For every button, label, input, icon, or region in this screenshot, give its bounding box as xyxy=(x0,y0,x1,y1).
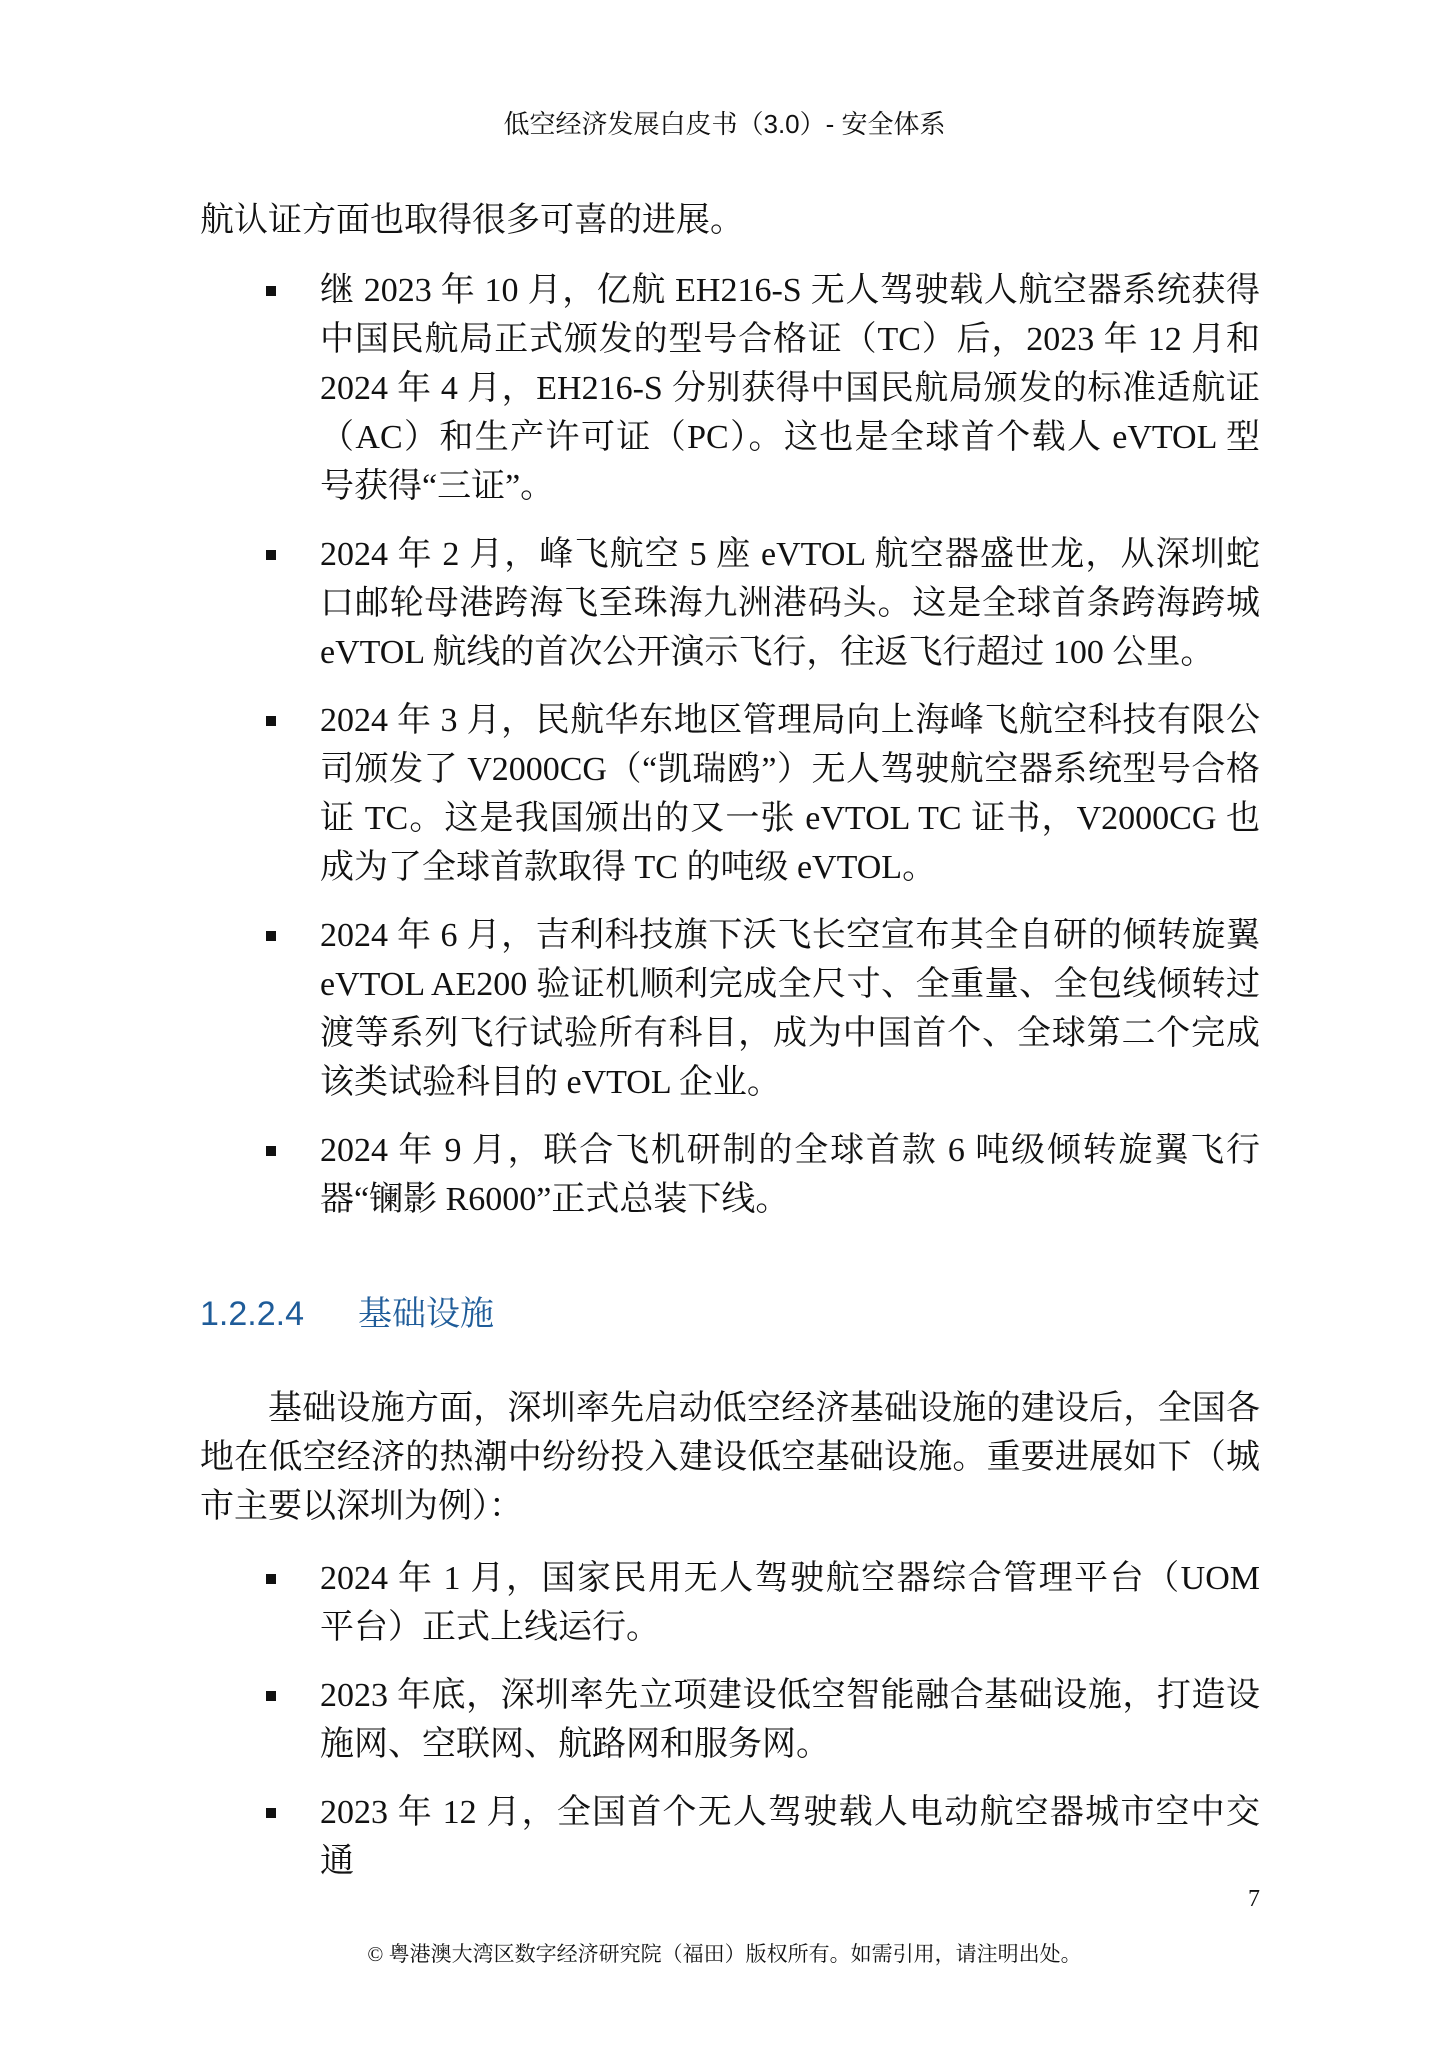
square-bullet-icon xyxy=(266,286,276,296)
list-item xyxy=(200,1788,1260,1886)
list-item-text: 2024 年 3 月，民航华东地区管理局向上海峰飞航空科技有限公司颁发了 V2000CG（“凯瑞鸥”）无人驾驶航空器系统型号合格证 TC。这是我国颁出的又一张 eVTOL TC 证书，V2000CG 也成为了全球首款取得 TC 的吨级 eVTOL。 xyxy=(320,702,1260,886)
list-item xyxy=(200,266,1260,511)
list-item xyxy=(200,530,1260,677)
square-bullet-icon xyxy=(266,931,276,941)
list-item xyxy=(200,1671,1260,1769)
list-item xyxy=(200,1554,1260,1652)
lead-line: 航认证方面也取得很多可喜的进展。 xyxy=(200,202,744,239)
list-item-text: 2024 年 9 月，联合飞机研制的全球首款 6 吨级倾转旋翼飞行器“镧影 R6000”正式总装下线。 xyxy=(320,1132,1260,1218)
copyright-footer: © 粤港澳大湾区数字经济研究院（福田）版权所有。如需引用，请注明出处。 xyxy=(367,1942,1082,1966)
list-item xyxy=(200,1126,1260,1224)
section-heading xyxy=(200,1286,494,1335)
square-bullet-icon xyxy=(266,1574,276,1584)
square-bullet-icon xyxy=(266,1146,276,1156)
running-header: 低空经济发展白皮书（3.0）- 安全体系 xyxy=(503,109,946,139)
page-number: 7 xyxy=(1248,1886,1260,1912)
section-number: 1.2.2.4 xyxy=(200,1295,304,1333)
list-item-text: 2024 年 6 月，吉利科技旗下沃飞长空宣布其全自研的倾转旋翼 eVTOL AE200 验证机顺利完成全尺寸、全重量、全包线倾转过渡等系列飞行试验所有科目，成为中国首个、全球第二个完成该类试验科目的 eVTOL 企业。 xyxy=(320,917,1260,1101)
section-title: 基础设施 xyxy=(358,1295,494,1333)
bullet-list-infrastructure xyxy=(200,1554,1260,1905)
body-paragraph: 基础设施方面，深圳率先启动低空经济基础设施的建设后，全国各地在低空经济的热潮中纷纷投入建设低空基础设施。重要进展如下（城市主要以深圳为例）： xyxy=(200,1390,1260,1525)
square-bullet-icon xyxy=(266,1808,276,1818)
list-item xyxy=(200,911,1260,1107)
list-item-text: 继 2023 年 10 月，亿航 EH216-S 无人驾驶载人航空器系统获得中国民航局正式颁发的型号合格证（TC）后，2023 年 12 月和 2024 年 4 月，EH216-S 分别获得中国民航局颁发的标准适航证（AC）和生产许可证（PC）。这也是全球首个载人 eVTOL 型号获得“三证”。 xyxy=(320,272,1260,505)
list-item xyxy=(200,696,1260,892)
list-item-text: 2024 年 2 月，峰飞航空 5 座 eVTOL 航空器盛世龙，从深圳蛇口邮轮母港跨海飞至珠海九洲港码头。这是全球首条跨海跨城 eVTOL 航线的首次公开演示飞行，往返飞行超过 100 公里。 xyxy=(320,536,1260,671)
square-bullet-icon xyxy=(266,1691,276,1701)
bullet-list-certifications xyxy=(200,266,1260,1243)
list-item-text: 2023 年底，深圳率先立项建设低空智能融合基础设施，打造设施网、空联网、航路网和服务网。 xyxy=(320,1677,1260,1763)
square-bullet-icon xyxy=(266,716,276,726)
square-bullet-icon xyxy=(266,550,276,560)
list-item-text: 2023 年 12 月，全国首个无人驾驶载人电动航空器城市空中交通 xyxy=(320,1794,1260,1880)
list-item-text: 2024 年 1 月，国家民用无人驾驶航空器综合管理平台（UOM 平台）正式上线运行。 xyxy=(320,1560,1260,1646)
